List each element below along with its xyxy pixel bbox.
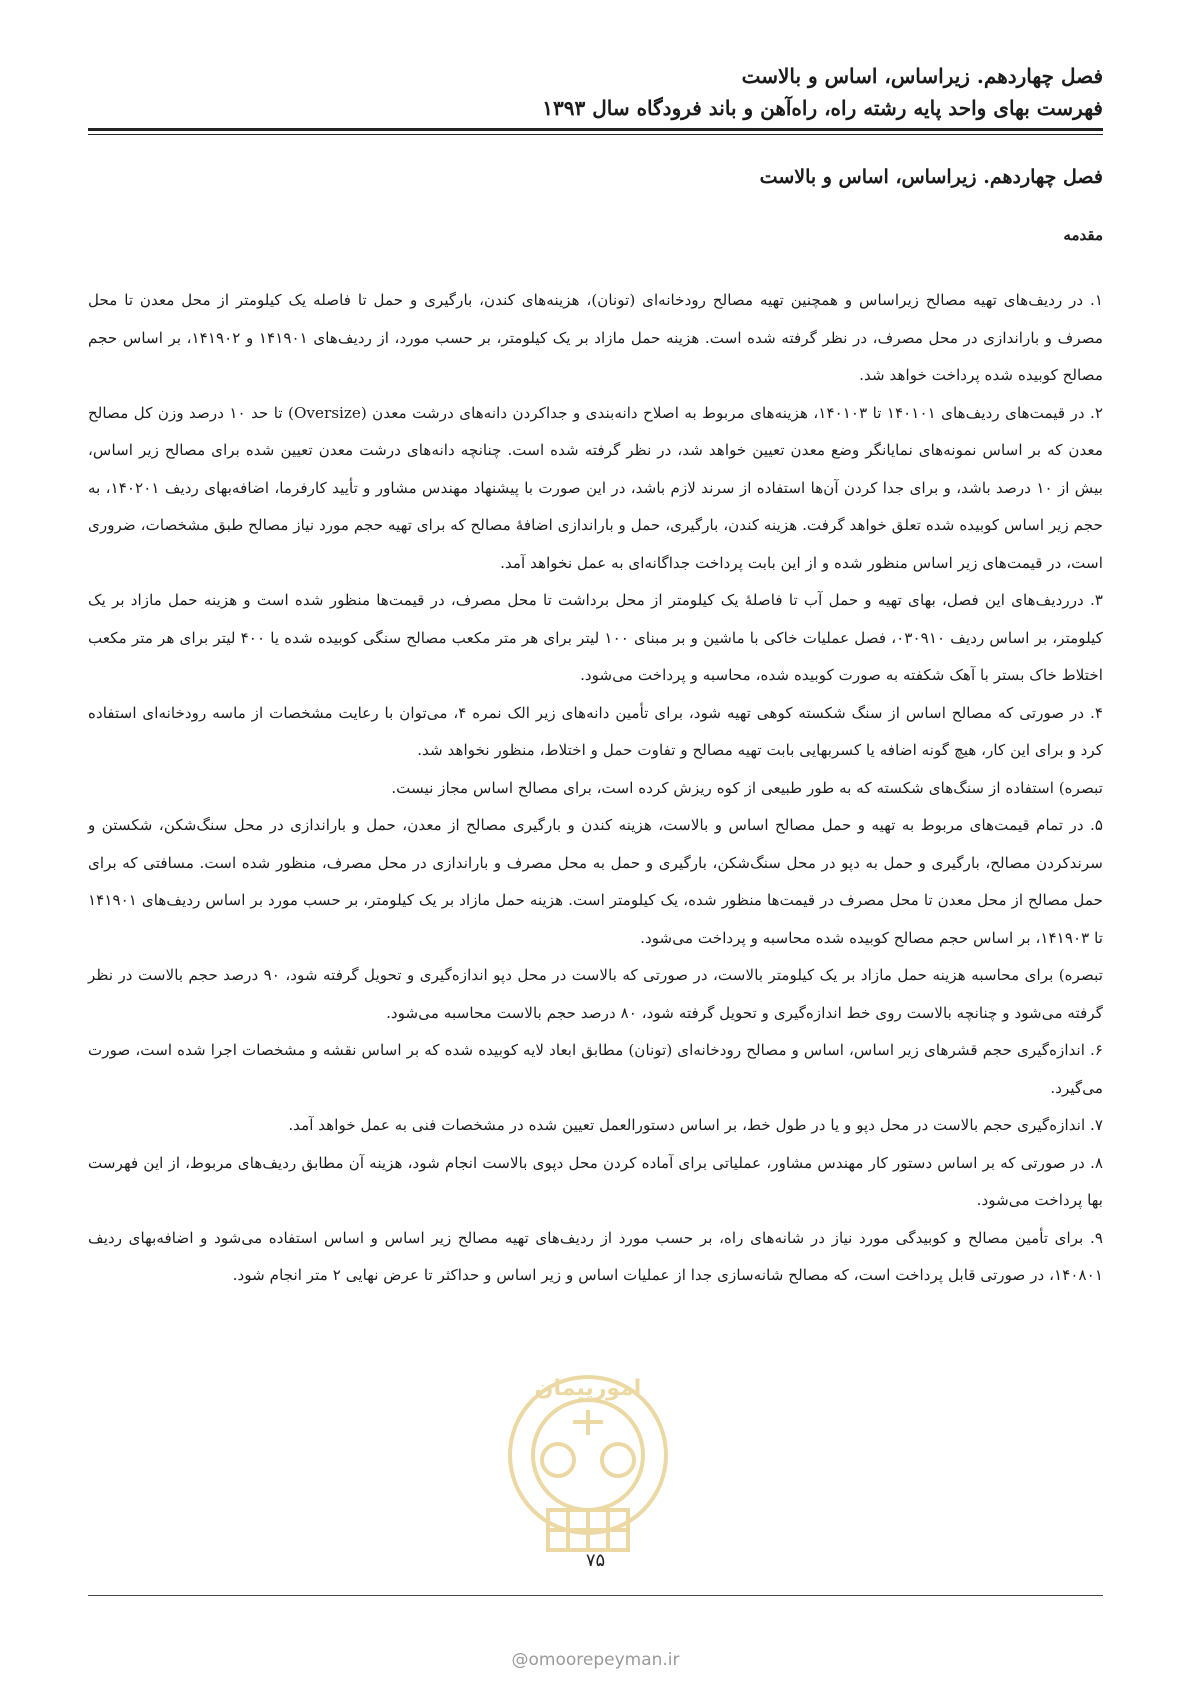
watermark-text: امورپیمان <box>534 1376 642 1401</box>
paragraph-5: ۵. در تمام قیمت‌های مربوط به تهیه و حمل مصالح اساس و بالاست، هزینه کندن و بارگیری مصالح از معدن، حمل و باراندازی در محل سنگ‌شکن، شکستن و سرندکردن مصالح، بارگیری و حمل به دپو در محل سنگ‌شکن، بارگیری و حمل به محل مصرف و باراندازی در محل مصرف، منظور شده است. مسافتی که برای حمل مصالح از محل معدن تا محل مصرف در قیمت‌ها منظور شده، یک کیلومتر است. هزینه حمل مازاد بر یک کیلومتر، بر حسب مورد بر اساس ردیف‌های ۱۴۱۹۰۱ تا ۱۴۱۹۰۳، بر اساس حجم مصالح کوبیده شده محاسبه و پرداخت می‌شود. <box>88 816 1103 947</box>
watermark-seal-logo <box>488 1350 688 1580</box>
intro-heading: مقدمه <box>1063 226 1103 244</box>
paragraph-6: ۶. اندازه‌گیری حجم قشرهای زیر اساس، اساس و مصالح رودخانه‌ای (تونان) مطابق ابعاد لایه کوبیده شده که بر اساس نقشه و مشخصات اجرا شده است، صورت می‌گیرد. <box>88 1041 1103 1097</box>
paragraph-9: ۹. برای تأمین مصالح و کوبیدگی مورد نیاز در شانه‌های راه، بر حسب مورد از ردیف‌های تهیه مصالح زیر اساس و اساس استفاده می‌شود و اضافه‌بهای ردیف ۱۴۰۸۰۱، در صورتی قابل پرداخت است، که مصالح شانه‌سازی جدا از عملیات اساس و زیر اساس و حداکثر تا عرض نهایی ۲ متر انجام شود. <box>88 1228 1103 1284</box>
footer-rule <box>88 1595 1103 1596</box>
header-rule-thin <box>88 134 1103 135</box>
paragraph-4: ۴. در صورتی که مصالح اساس از سنگ شکسته کوهی تهیه شود، برای تأمین دانه‌های زیر الک نمره ۴، می‌توان با رعایت مشخصات از ماسه رودخانه‌ای استفاده کرد و برای این کار، هیچ گونه اضافه یا کسربهایی بابت تهیه مصالح و تفاوت حمل و اختلاط، منظور نخواهد شد. <box>88 703 1104 759</box>
paragraph-7: ۷. اندازه‌گیری حجم بالاست در محل دپو و یا در طول خط، بر اساس دستورالعمل تعیین شده در مشخصات فنی به عمل خواهد آمد. <box>288 1116 1103 1134</box>
paragraph-1: ۱. در ردیف‌های تهیه مصالح زیراساس و همچنین تهیه مصالح رودخانه‌ای (تونان)، هزینه‌های کندن، بارگیری و حمل تا فاصله یک کیلومتر از محل معدن تا محل مصرف و باراندازی در محل مصرف، در نظر گرفته شده است. هزینه حمل مازاد بر یک کیلومتر، بر حسب مورد، از ردیف‌های ۱۴۱۹۰۱ و ۱۴۱۹۰۲، بر اساس حجم مصالح کوبیده شده پرداخت خواهد شد. <box>88 291 1103 384</box>
header-chapter-title: فصل چهاردهم. زیراساس، اساس و بالاست <box>741 64 1103 88</box>
footer-site-watermark: @omoorepeyman.ir <box>511 1650 680 1670</box>
paragraph-8: ۸. در صورتی که بر اساس دستور کار مهندس مشاور، عملیاتی برای آماده کردن محل دپوی بالاست انجام شود، هزینه آن مطابق ردیف‌های مربوط، از این فهرست بها پرداخت می‌شود. <box>88 1153 1103 1209</box>
body-text <box>88 282 1103 1295</box>
note-5: تبصره) برای محاسبه هزینه حمل مازاد بر یک کیلومتر بالاست، در صورتی که بالاست در محل دپو اندازه‌گیری و تحویل گرفته شود، ۹۰ درصد حجم بالاست در نظر گرفته می‌شود و چنانچه بالاست روی خط اندازه‌گیری و تحویل گرفته شود، ۸۰ درصد حجم بالاست محاسبه می‌شود. <box>88 966 1103 1022</box>
paragraph-2: ۲. در قیمت‌های ردیف‌های ۱۴۰۱۰۱ تا ۱۴۰۱۰۳، هزینه‌های مربوط به اصلاح دانه‌بندی و جداکردن دانه‌های درشت معدن (Oversize) تا حد ۱۰ درصد وزن کل مصالح معدن که بر اساس نمونه‌های نمایانگر وضع معدن تعیین خواهد شد، در نظر گرفته شده است. چنانچه دانه‌های درشت معدن تعیین شده برای مصالح زیر اساس، بیش از ۱۰ درصد باشد، و برای جدا کردن آن‌ها استفاده از سرند لازم باشد، در این صورت با پیشنهاد مهندس مشاور و تأیید کارفرما، اضافه‌بهای ردیف ۱۴۰۲۰۱، به حجم زیر اساس کوبیده شده تعلق خواهد گرفت. هزینه کندن، بارگیری، حمل و باراندازی اضافهٔ مصالح که برای تهیه حجم مورد نیاز مصالح طبق مشخصات، ضروری است، در قیمت‌های زیر اساس منظور شده و از این بابت پرداخت جداگانه‌ای به عمل نخواهد آمد. <box>88 403 1103 572</box>
note-4: تبصره) استفاده از سنگ‌های شکسته که به طور طبیعی از کوه ریزش کرده است، برای مصالح اساس مجاز نیست. <box>391 778 1103 797</box>
header-book-title: فهرست بهای واحد پایه رشته راه، راه‌آهن و باند فرودگاه سال ۱۳۹۳ <box>542 96 1103 120</box>
header-rule-thick <box>88 128 1103 131</box>
running-header <box>88 60 1103 124</box>
section-title: فصل چهاردهم. زیراساس، اساس و بالاست <box>759 166 1103 188</box>
page-number: ۷۵ <box>585 1550 606 1571</box>
paragraph-3: ۳. درردیف‌های این فصل، بهای تهیه و حمل آب تا فاصلهٔ یک کیلومتر از محل برداشت تا محل مصرف، در قیمت‌ها منظور شده است و هزینه حمل مازاد بر یک کیلومتر، بر اساس ردیف ۰۳۰۹۱۰، فصل عملیات خاکی با ماشین و بر مبنای ۱۰۰ لیتر برای هر متر مکعب مصالح سنگی کوبیده شده یا ۴۰۰ لیتر برای هر متر مکعب اختلاط خاک بستر با آهک شکفته به صورت کوبیده شده، محاسبه و پرداخت می‌شود. <box>88 591 1103 684</box>
